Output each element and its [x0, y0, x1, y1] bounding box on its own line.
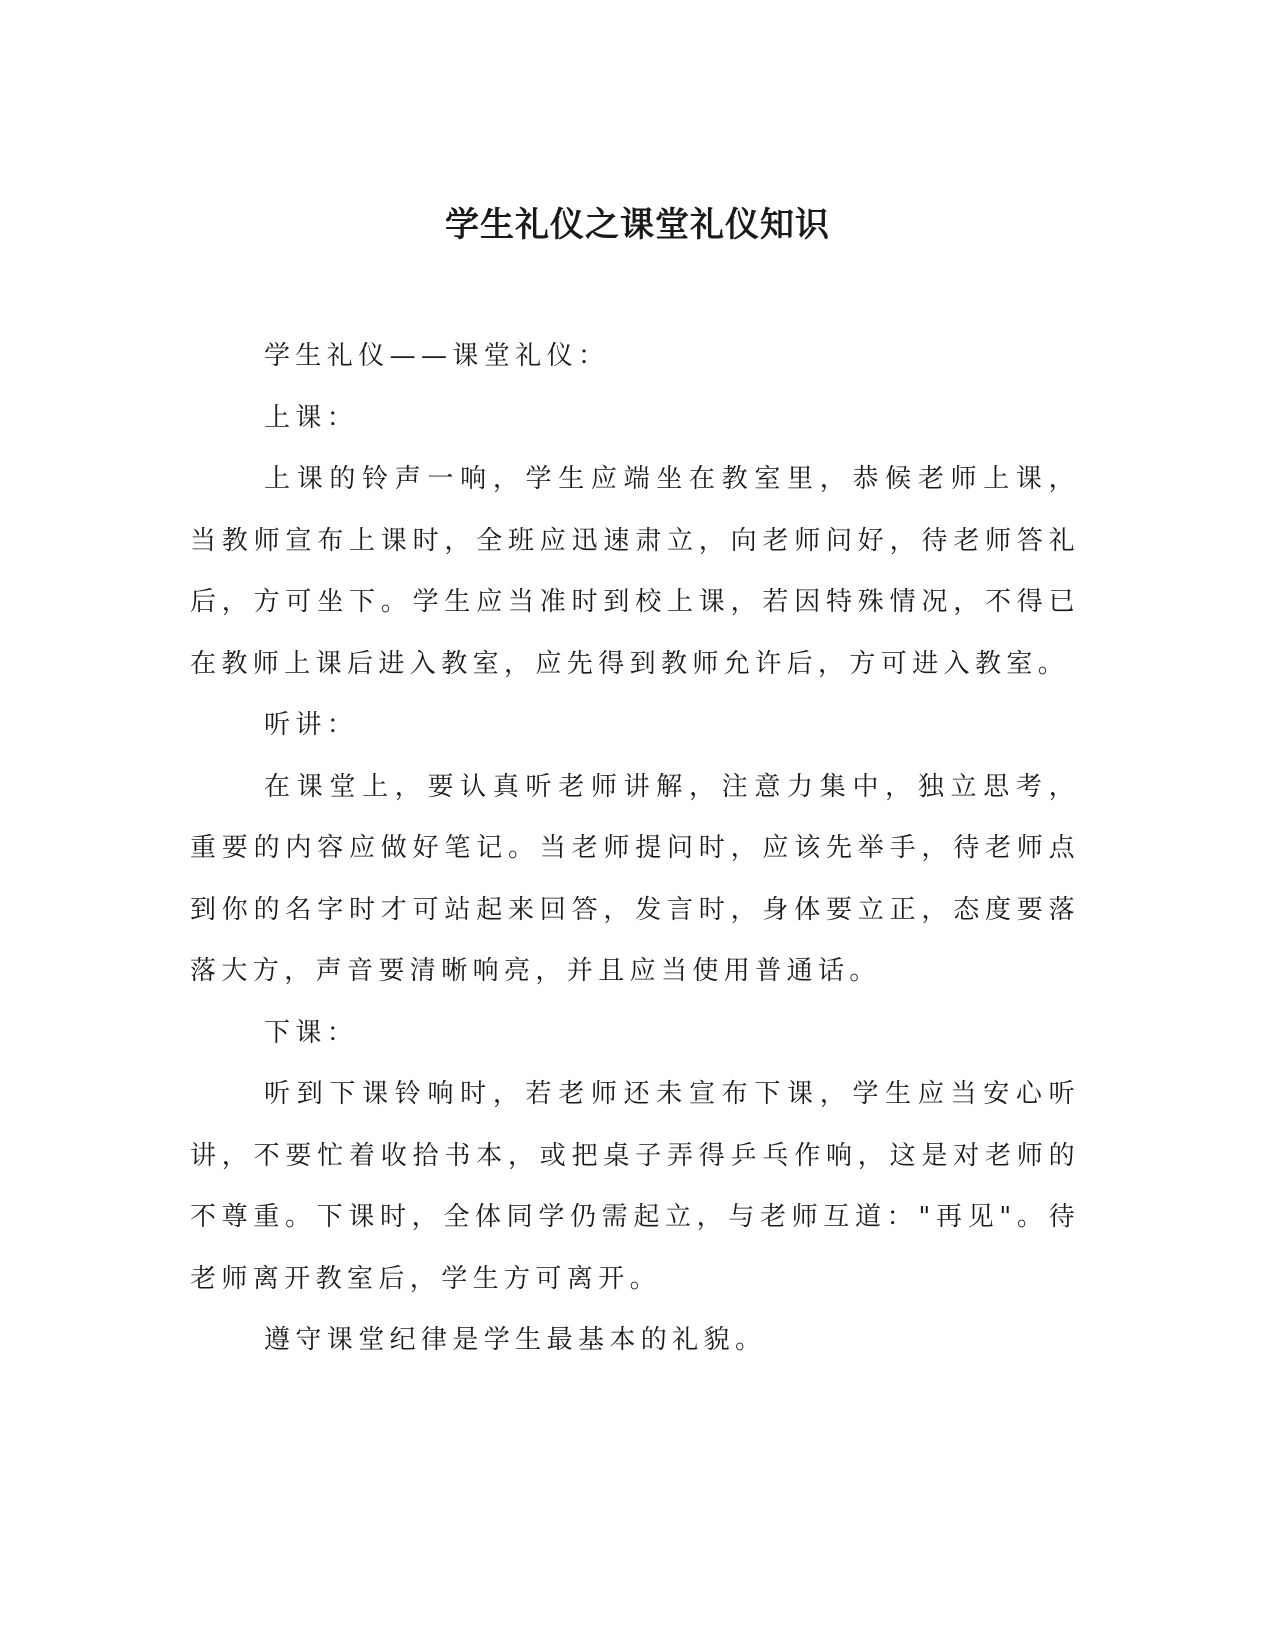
- document-body: [190, 326, 1080, 1372]
- paragraph-class-end: 听到下课铃响时，若老师还未宣布下课，学生应当安心听讲，不要忙着收拾书本，或把桌子弄得乒乓作响，这是对老师的不尊重。下课时，全体同学仍需起立，与老师互道："再见"。待老师离开教室后，学生方可离开。: [190, 1079, 1080, 1294]
- closing-paragraph: 遵守课堂纪律是学生最基本的礼貌。: [264, 1325, 767, 1355]
- section-heading-listening: 听讲：: [264, 710, 359, 740]
- paragraph-listening: 在课堂上，要认真听老师讲解，注意力集中，独立思考，重要的内容应做好笔记。当老师提问时，应该先举手，待老师点到你的名字时才可站起来回答，发言时，身体要立正，态度要落落大方，声音要清晰响亮，并且应当使用普通话。: [190, 771, 1080, 986]
- paragraph-class-start: 上课的铃声一响，学生应端坐在教室里，恭候老师上课，当教师宣布上课时，全班应迅速肃立，向老师问好，待老师答礼后，方可坐下。学生应当准时到校上课，若因特殊情况，不得已在教师上课后进入教室，应先得到教师允许后，方可进入教室。: [190, 464, 1080, 679]
- intro-heading: 学生礼仪——课堂礼仪：: [264, 341, 610, 371]
- section-heading-class-start: 上课：: [264, 402, 359, 433]
- page-title: 学生礼仪之课堂礼仪知识: [445, 205, 830, 245]
- section-heading-class-end: 下课：: [264, 1017, 359, 1048]
